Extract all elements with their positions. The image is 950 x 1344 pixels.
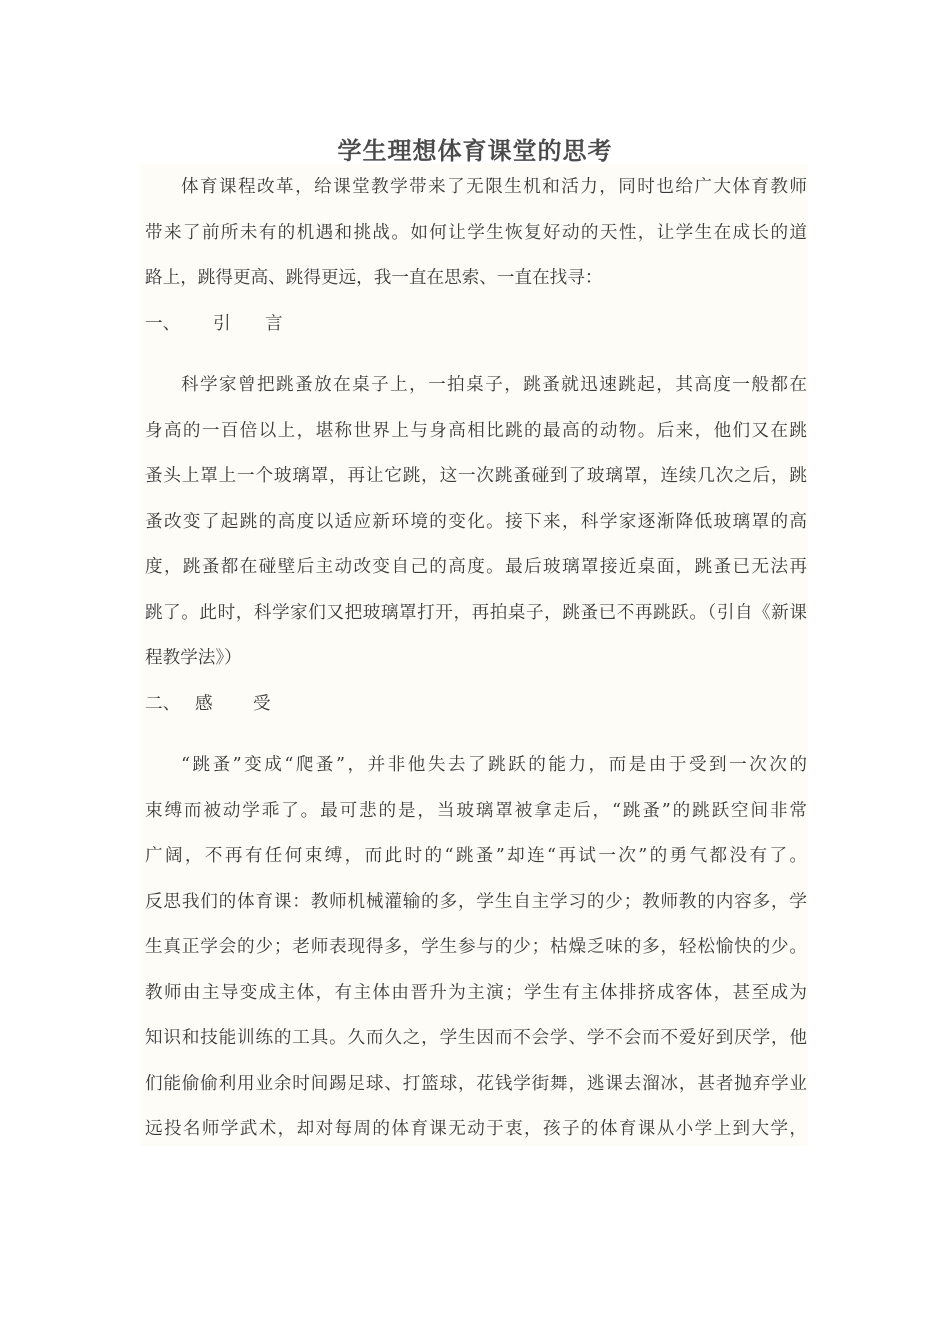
section-2-line-1: “跳蚤”变成“爬蚤”，并非他失去了跳跃的能力，而是由于受到一次次的 xyxy=(181,755,807,775)
section-1-number: 一、 xyxy=(145,313,181,334)
document-title: 学生理想体育课堂的思考 xyxy=(337,136,613,165)
section-gap xyxy=(145,353,807,369)
section-2-line-7: 知识和技能训练的工具。久而久之，学生因而不会学、学不会而不爱好到厌学，他 xyxy=(145,1028,807,1048)
section-2-line-9: 远投名师学武术，却对每周的体育课无动于衷，孩子的体育课从小学上到大学， xyxy=(145,1119,807,1139)
section-1-line-1: 科学家曾把跳蚤放在桌子上，一拍桌子，跳蚤就迅速跳起，其高度一般都在 xyxy=(181,375,807,395)
intro-line-3: 路上，跳得更高、跳得更远，我一直在思索、一直在找寻： xyxy=(145,268,603,288)
section-2-line-2: 束缚而被动学乖了。最可悲的是，当玻璃罩被拿走后，“跳蚤”的跳跃空间非常 xyxy=(145,800,807,821)
section-2-heading xyxy=(145,688,807,734)
section-2-line-5: 生真正学会的少；老师表现得多，学生参与的少；枯燥乏味的多，轻松愉快的少。 xyxy=(145,937,807,957)
section-1-heading xyxy=(145,308,807,354)
section-2-title-char-2: 受 xyxy=(253,693,271,714)
section-1-line-2: 身高的一百倍以上，堪称世界上与身高相比跳的最高的动物。后来，他们又在跳 xyxy=(145,420,807,441)
intro-line-1: 体育课程改革，给课堂教学带来了无限生机和活力，同时也给广大体育教师 xyxy=(181,177,807,197)
intro-line-2: 带来了前所未有的机遇和挑战。如何让学生恢复好动的天性，让学生在成长的道 xyxy=(145,222,807,243)
section-1-line-4: 蚤改变了起跳的高度以适应新环境的变化。接下来，科学家逐渐降低玻璃罩的高 xyxy=(145,511,807,532)
section-1-line-3: 蚤头上罩上一个玻璃罩，再让它跳，这一次跳蚤碰到了玻璃罩，连续几次之后，跳 xyxy=(145,466,807,486)
section-1-title-char-1: 引 xyxy=(213,313,231,334)
section-2-line-3: 广阔，不再有任何束缚，而此时的“跳蚤”却连“再试一次”的勇气都没有了。 xyxy=(145,846,807,866)
section-2-line-6: 教师由主导变成主体，有主体由晋升为主演；学生有主体排挤成客体，甚至成为 xyxy=(145,982,807,1003)
document-body xyxy=(145,171,807,1159)
section-1-line-5: 度，跳蚤都在碰壁后主动改变自己的高度。最后玻璃罩接近桌面，跳蚤已无法再 xyxy=(145,557,807,577)
section-2-number: 二、 xyxy=(145,693,181,714)
section-2-title-char-1: 感 xyxy=(195,693,213,714)
section-1-title-char-2: 言 xyxy=(265,313,283,334)
section-gap xyxy=(145,733,807,749)
section-2-line-8: 们能偷偷利用业余时间踢足球、打篮球，花钱学街舞，逃课去溜冰，甚者抛弃学业 xyxy=(145,1073,807,1094)
section-1-line-7: 程教学法》） xyxy=(145,648,242,668)
section-1-line-6: 跳了。此时，科学家们又把玻璃罩打开，再拍桌子，跳蚤已不再跳跃。（引自《新课 xyxy=(145,602,807,623)
section-2-line-4: 反思我们的体育课：教师机械灌输的多，学生自主学习的少；教师教的内容多，学 xyxy=(145,891,807,912)
